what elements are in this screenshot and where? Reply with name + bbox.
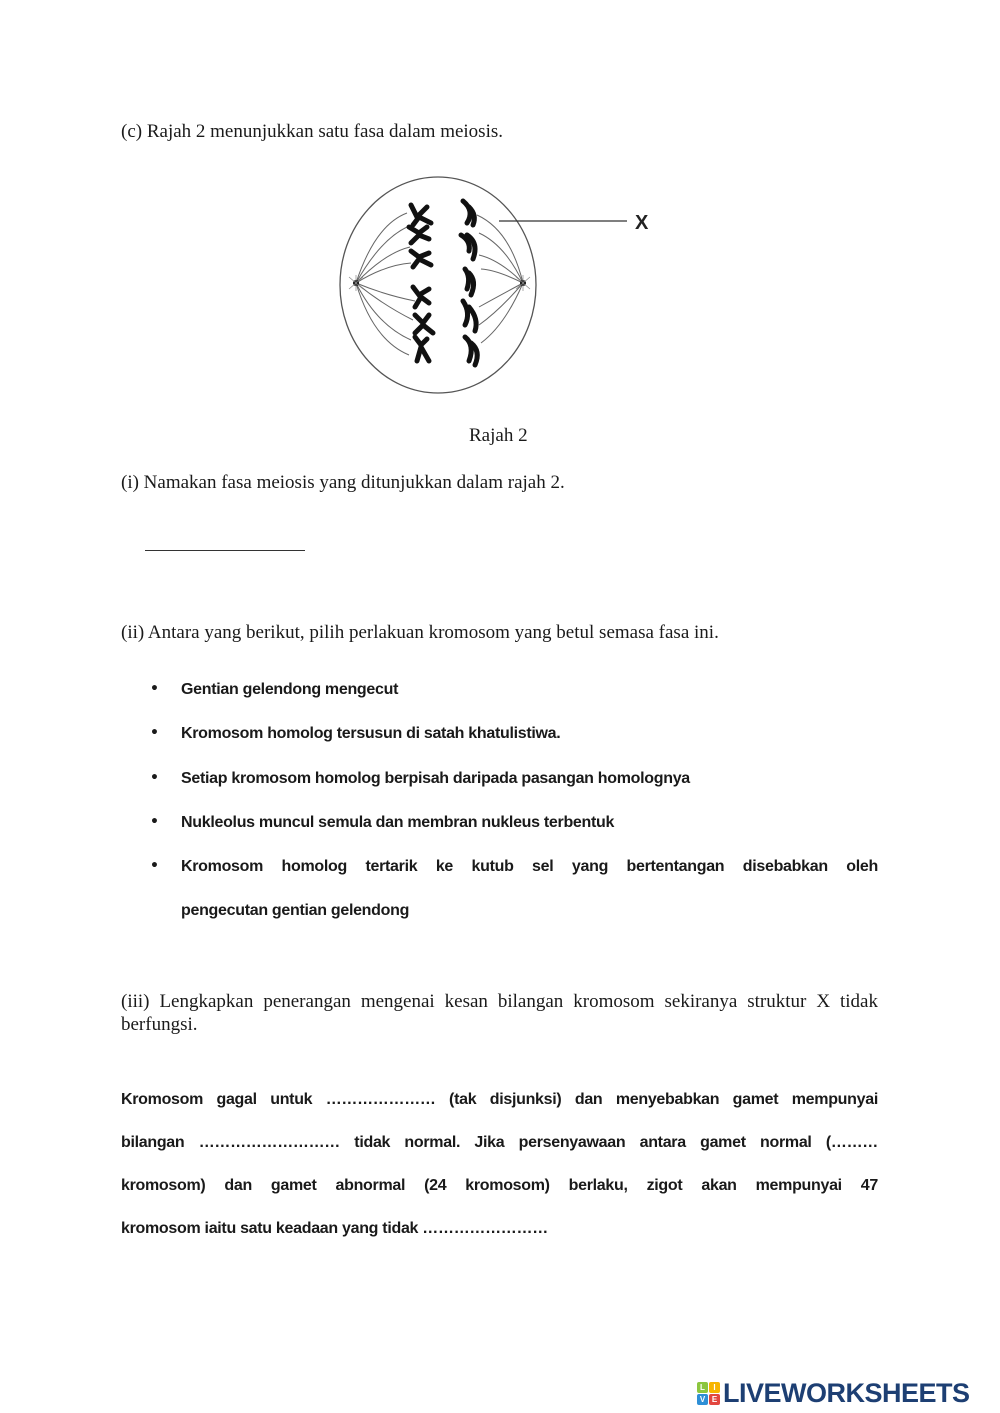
text-segment: bilangan [121, 1134, 185, 1151]
logo-tile: L [697, 1382, 708, 1393]
question-c-intro: (c) Rajah 2 menunjukkan satu fasa dalam meiosis. [121, 121, 504, 142]
liveworksheets-logo [697, 1378, 970, 1408]
bullet-icon: • [150, 814, 159, 830]
bullet-icon: • [150, 681, 159, 697]
paragraph-line-3: kromosom) dan gamet abnormal (24 kromosom) berlaku, zigot akan mempunyai 47 [121, 1177, 878, 1194]
logo-tile: V [697, 1394, 708, 1405]
cell-division-illustration [335, 165, 675, 405]
paragraph-line-1 [121, 1078, 878, 1121]
paragraph-line-2 [121, 1121, 878, 1164]
option-text: Setiap kromosom homolog berpisah daripada pasangan homolognya [181, 770, 690, 787]
logo-tile: I [709, 1382, 720, 1393]
text-segment: tidak normal. Jika persenyawaan antara gamet normal ( [354, 1134, 831, 1151]
bullet-icon: • [150, 725, 159, 741]
meiosis-diagram [335, 165, 675, 405]
fill-in-paragraph [121, 1078, 878, 1250]
blank-2[interactable]: ……………………… [198, 1134, 340, 1151]
text-segment: (tak disjunksi) dan menyebabkan gamet mempunyai [449, 1091, 878, 1108]
option-text-line-1: Kromosom homolog tertarik ke kutub sel yang bertentangan disebabkan oleh [181, 858, 878, 875]
text-segment: Kromosom gagal untuk [121, 1091, 313, 1108]
option-text: Kromosom homolog tersusun di satah khatulistiwa. [181, 725, 561, 742]
figure-caption: Rajah 2 [469, 425, 528, 446]
blank-4[interactable]: …………………… [422, 1220, 548, 1237]
blank-1[interactable]: ………………… [325, 1091, 436, 1108]
logo-tiles-icon [697, 1382, 720, 1405]
question-iii-prompt: (iii) Lengkapkan penerangan mengenai kesan bilangan kromosom sekiranya struktur X tidak berfungsi. [121, 991, 878, 1035]
bullet-icon: • [150, 858, 159, 874]
option-text: Gentian gelendong mengecut [181, 681, 399, 698]
paragraph-line-4 [121, 1207, 878, 1250]
label-x: X [635, 212, 649, 234]
option-5[interactable] [150, 858, 878, 928]
option-text-line-2: pengecutan gentian gelendong [181, 902, 410, 919]
answer-blank-i[interactable] [145, 550, 305, 551]
question-i-prompt: (i) Namakan fasa meiosis yang ditunjukkan dalam rajah 2. [121, 472, 565, 493]
text-segment: kromosom iaitu satu keadaan yang tidak [121, 1220, 419, 1237]
logo-tile: E [709, 1394, 720, 1405]
logo-text: LIVEWORKSHEETS [723, 1377, 970, 1408]
question-ii-prompt: (ii) Antara yang berikut, pilih perlakuan kromosom yang betul semasa fasa ini. [121, 622, 719, 643]
blank-3[interactable]: ……… [830, 1134, 878, 1151]
option-text: Nukleolus muncul semula dan membran nukleus terbentuk [181, 814, 615, 831]
bullet-icon: • [150, 770, 159, 786]
